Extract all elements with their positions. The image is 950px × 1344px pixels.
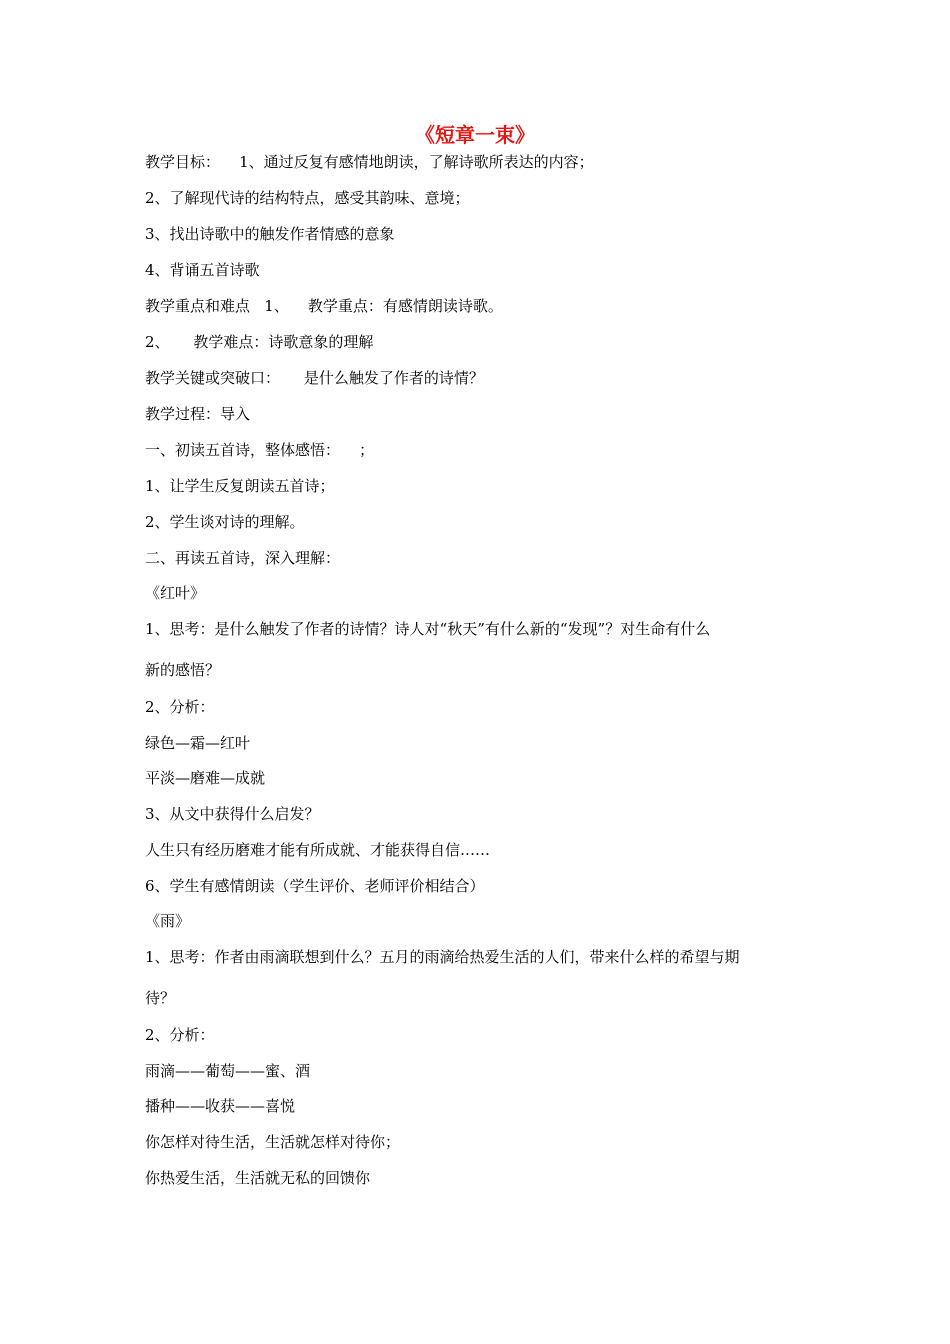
text-line: 雨滴——葡萄——蜜、酒	[145, 1062, 311, 1080]
text-line: 教学目标： 1、通过反复有感情地朗读，了解诗歌所表达的内容；	[145, 153, 594, 171]
text-line: 你热爱生活，生活就无私的回馈你	[145, 1169, 371, 1187]
text-line: 绿色—霜—红叶	[145, 734, 251, 752]
text-line: 平淡—磨难—成就	[145, 769, 266, 787]
text-line: 播种——收获——喜悦	[145, 1097, 296, 1115]
text-line: 教学重点和难点 1、 教学重点：有感情朗读诗歌。	[145, 297, 503, 315]
text-line: 1、让学生反复朗读五首诗；	[145, 477, 335, 495]
text-line: 教学关键或突破口： 是什么触发了作者的诗情？	[145, 369, 484, 387]
text-line: 新的感悟？	[145, 661, 221, 679]
text-line: 你怎样对待生活，生活就怎样对待你；	[145, 1133, 401, 1151]
text-line: 3、找出诗歌中的触发作者情感的意象	[145, 225, 395, 243]
text-line: 1、思考：是什么触发了作者的诗情？诗人对“秋天”有什么新的“发现”？对生命有什么	[145, 620, 711, 638]
document-title: 《短章一束》	[415, 123, 535, 147]
text-line: 1、思考：作者由雨滴联想到什么？五月的雨滴给热爱生活的人们，带来什么样的希望与期	[145, 948, 740, 966]
text-line: 2、学生谈对诗的理解。	[145, 513, 305, 531]
text-line: 二、再读五首诗，深入理解：	[145, 549, 341, 567]
text-line: 一、初读五首诗，整体感悟： ；	[145, 441, 375, 459]
text-line: 2、了解现代诗的结构特点，感受其韵味、意境；	[145, 189, 470, 207]
text-line: 2、 教学难点：诗歌意象的理解	[145, 333, 374, 351]
text-line: 2、分析：	[145, 1026, 215, 1044]
text-line: 6、学生有感情朗读（学生评价、老师评价相结合）	[145, 877, 485, 895]
text-line: 人生只有经历磨难才能有所成就、才能获得自信……	[145, 841, 491, 859]
text-line: 4、背诵五首诗歌	[145, 261, 260, 279]
text-line: 待？	[145, 989, 176, 1007]
poem-title-yu: 《雨》	[145, 912, 191, 930]
poem-title-hongye: 《红叶》	[145, 584, 206, 602]
text-line: 教学过程：导入	[145, 405, 251, 423]
text-line: 3、从文中获得什么启发？	[145, 805, 320, 823]
text-line: 2、分析：	[145, 698, 215, 716]
